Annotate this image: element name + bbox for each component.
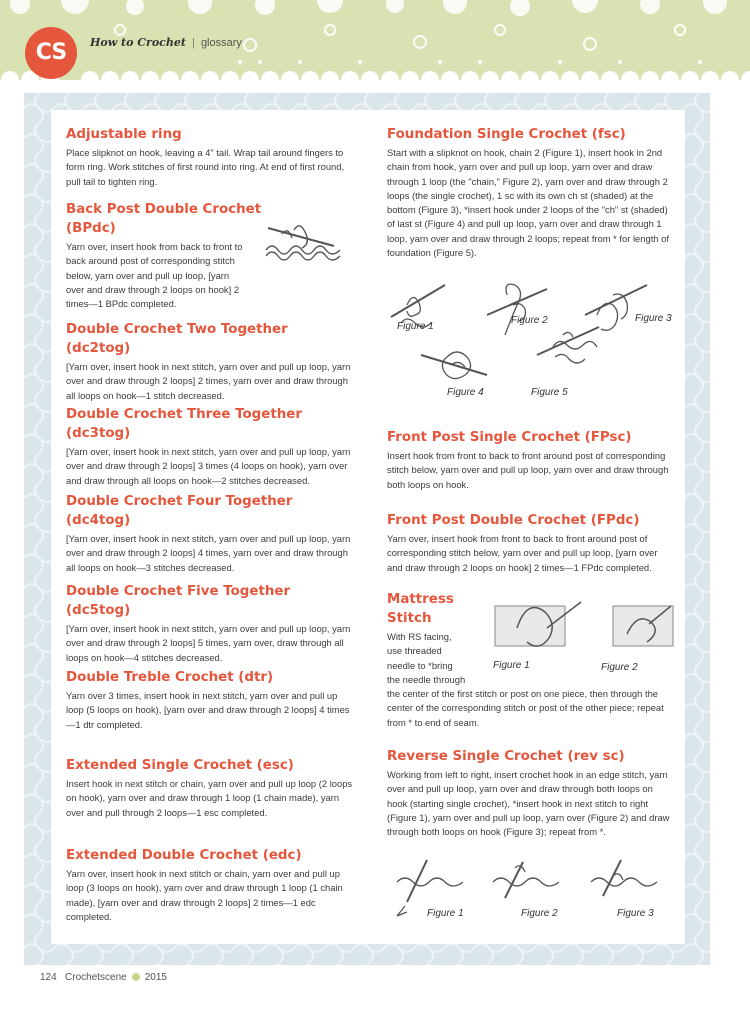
- entry-esc: [66, 756, 356, 820]
- entry-dc5tog: [66, 582, 356, 665]
- header-separator: |: [192, 37, 195, 49]
- fsc-figure-5-label: Figure 5: [531, 387, 568, 398]
- entry-title: Double Treble Crochet (dtr): [66, 670, 274, 685]
- entry-title: Extended Single Crochet (esc): [66, 758, 294, 773]
- mattress-figure-2-label: Figure 2: [601, 662, 638, 673]
- entry-title-line1: Back Post Double Crochet: [66, 202, 262, 217]
- footer-dot-icon: [132, 973, 140, 981]
- text-line: needle to *bring: [387, 659, 453, 671]
- text-line: use threaded: [387, 645, 442, 657]
- fsc-figure-2-label: Figure 2: [511, 315, 548, 326]
- fsc-figures: [387, 275, 675, 405]
- entry-dc2tog: [66, 320, 356, 403]
- entry-fpsc: [387, 428, 675, 492]
- entry-text: [Yarn over, insert hook in next stitch, yarn over and pull up loop, yarn over and draw through 2 loops] 5 times, yarn over, draw through all loops on hook—4 stitches decreased.: [66, 623, 351, 663]
- page-footer: [40, 972, 167, 983]
- entry-text: [Yarn over, insert hook in next stitch, yarn over and pull up loop, yarn over and draw through 2 loops] 2 times, yarn over and draw through all loops on hook—1 stitch decreased.: [66, 361, 351, 401]
- rev-sc-figure-2-label: Figure 2: [521, 908, 558, 919]
- entry-fpdc: [387, 511, 675, 575]
- fsc-figure-3-label: Figure 3: [635, 313, 672, 324]
- issue-year: 2015: [144, 972, 167, 983]
- entry-text: [Yarn over, insert hook in next stitch, yarn over and pull up loop, yarn over and draw through 2 loops] 4 times, yarn over and draw through all loops on hook—3 stitches decreased.: [66, 533, 351, 573]
- entry-text: Yarn over, insert hook in next stitch or chain, yarn over and pull up loop (3 loops on hook), yarn over and draw through 1 loop (1 chain made), [yarn over and draw through 2 loops] 2 times—1 edc completed.: [66, 868, 343, 922]
- page-number: 124: [40, 972, 57, 983]
- fsc-figures-illustration: [387, 275, 687, 405]
- magazine-name: Crochetscene: [65, 972, 127, 983]
- entry-dtr: [66, 668, 356, 732]
- rev-sc-figure-1-label: Figure 1: [427, 908, 464, 919]
- entry-text: Place slipknot on hook, leaving a 4" tail. Wrap tail around fingers to form ring. Work stitches of first round into ring. At end of first round, pull tail to tighten ring.: [66, 147, 345, 187]
- entry-title: Foundation Single Crochet (fsc): [387, 127, 626, 142]
- glossary-page: [51, 110, 685, 944]
- fsc-figure-1-label: Figure 1: [397, 321, 434, 332]
- entry-text: Start with a slipknot on hook, chain 2 (Figure 1), insert hook in 2nd chain from hook, yarn over and pull up loop, yarn over and draw through 1 loop (the "chain," Figure 2), yarn over and draw through 2 loops (the single crochet), 1 sc with its own ch st (shaded) at the bottom (Figure 3), *insert hook under 2 loops of the "ch" st (shaded) of last st (Figure 4) and pull up loop, yarn over and draw through 1 loop, yarn over and draw through 2 loops; repeat from * for length of foundation (Figure 5).: [387, 147, 669, 259]
- entry-text: the center of the first stitch or post on one piece, then through the center of the corresponding stitch or post of the other piece; repeat from * to end of seam.: [387, 688, 664, 728]
- entry-title: Adjustable ring: [66, 127, 182, 142]
- mattress-figure-1-label: Figure 1: [493, 660, 530, 671]
- entry-dc3tog: [66, 405, 356, 488]
- text-line: the needle through: [387, 673, 466, 685]
- entry-edc: [66, 846, 356, 924]
- entry-text: Working from left to right, insert crochet hook in an edge stitch, yarn over and pull up loop, yarn over and draw through both loops on hook (starting single crochet), *insert hook in next stitch to right (Figure 1), yarn over and pull up loop, yarn over (Figure 2) and draw through both loops on hook (Figure 3); repeat from *.: [387, 769, 670, 838]
- entry-text: Yarn over, insert hook from front to back to front around post of corresponding stitch below, yarn over and pull up loop, [yarn over and draw through 2 loops on hook] 2 times—1 FPdc completed.: [387, 533, 658, 573]
- rev-sc-figures: [387, 852, 675, 932]
- section-title: How to Crochet: [90, 36, 186, 49]
- bpdc-illustration: [264, 220, 344, 268]
- section-subtitle: glossary: [200, 37, 242, 49]
- entry-dc4tog: [66, 492, 356, 575]
- entry-title: Double Crochet Four Together (dc4tog): [66, 494, 293, 528]
- entry-rev-sc: [387, 747, 675, 839]
- entry-adjustable-ring: [66, 125, 356, 189]
- entry-title: Double Crochet Two Together (dc2tog): [66, 322, 288, 356]
- entry-text: Yarn over 3 times, insert hook in next stitch, yarn over and pull up loop (5 loops on hook), [yarn over and draw through 2 loops] 4 times—1 dtr completed.: [66, 690, 350, 730]
- entry-text: Yarn over, insert hook from back to front to back around post of corresponding stitch below, yarn over and pull up loop, [yarn over and draw through 2 loops on hook] 2 times—1 BPdc completed.: [66, 241, 243, 310]
- entry-text: Insert hook from front to back to front around post of corresponding stitch below, yarn over and pull up loop, yarn over and draw through both loops on hook.: [387, 450, 669, 490]
- entry-mattress-stitch: [387, 590, 675, 730]
- mattress-stitch-illustration: [487, 598, 677, 658]
- entry-fsc: [387, 125, 675, 260]
- entry-title: Reverse Single Crochet (rev sc): [387, 749, 625, 764]
- entry-title: Double Crochet Five Together (dc5tog): [66, 584, 291, 618]
- entry-title-line1: Mattress: [387, 592, 454, 607]
- section-header: [90, 36, 242, 49]
- entry-text: [Yarn over, insert hook in next stitch, yarn over and pull up loop, yarn over and draw through 2 loops] 3 times (4 loops on hook), yarn over and draw through all loops on hook—2 stitches decreased.: [66, 446, 351, 486]
- entry-title: Extended Double Crochet (edc): [66, 848, 302, 863]
- entry-bpdc: [66, 200, 356, 311]
- entry-title: Front Post Double Crochet (FPdc): [387, 513, 640, 528]
- cs-logo-badge: CS: [25, 27, 77, 79]
- entry-title-line2: (BPdc): [66, 221, 116, 236]
- entry-title-line2: Stitch: [387, 611, 432, 626]
- entry-text: Insert hook in next stitch or chain, yarn over and pull up loop (2 loops on hook), yarn over and draw through 1 loop (1 chain made), yarn over and pull through 2 loops—1 esc completed.: [66, 778, 353, 818]
- text-line: With RS facing,: [387, 631, 452, 642]
- entry-text-wrapped: [387, 630, 477, 687]
- fsc-figure-4-label: Figure 4: [447, 387, 484, 398]
- rev-sc-figure-3-label: Figure 3: [617, 908, 654, 919]
- entry-title: Double Crochet Three Together (dc3tog): [66, 407, 302, 441]
- entry-title: Front Post Single Crochet (FPsc): [387, 430, 632, 445]
